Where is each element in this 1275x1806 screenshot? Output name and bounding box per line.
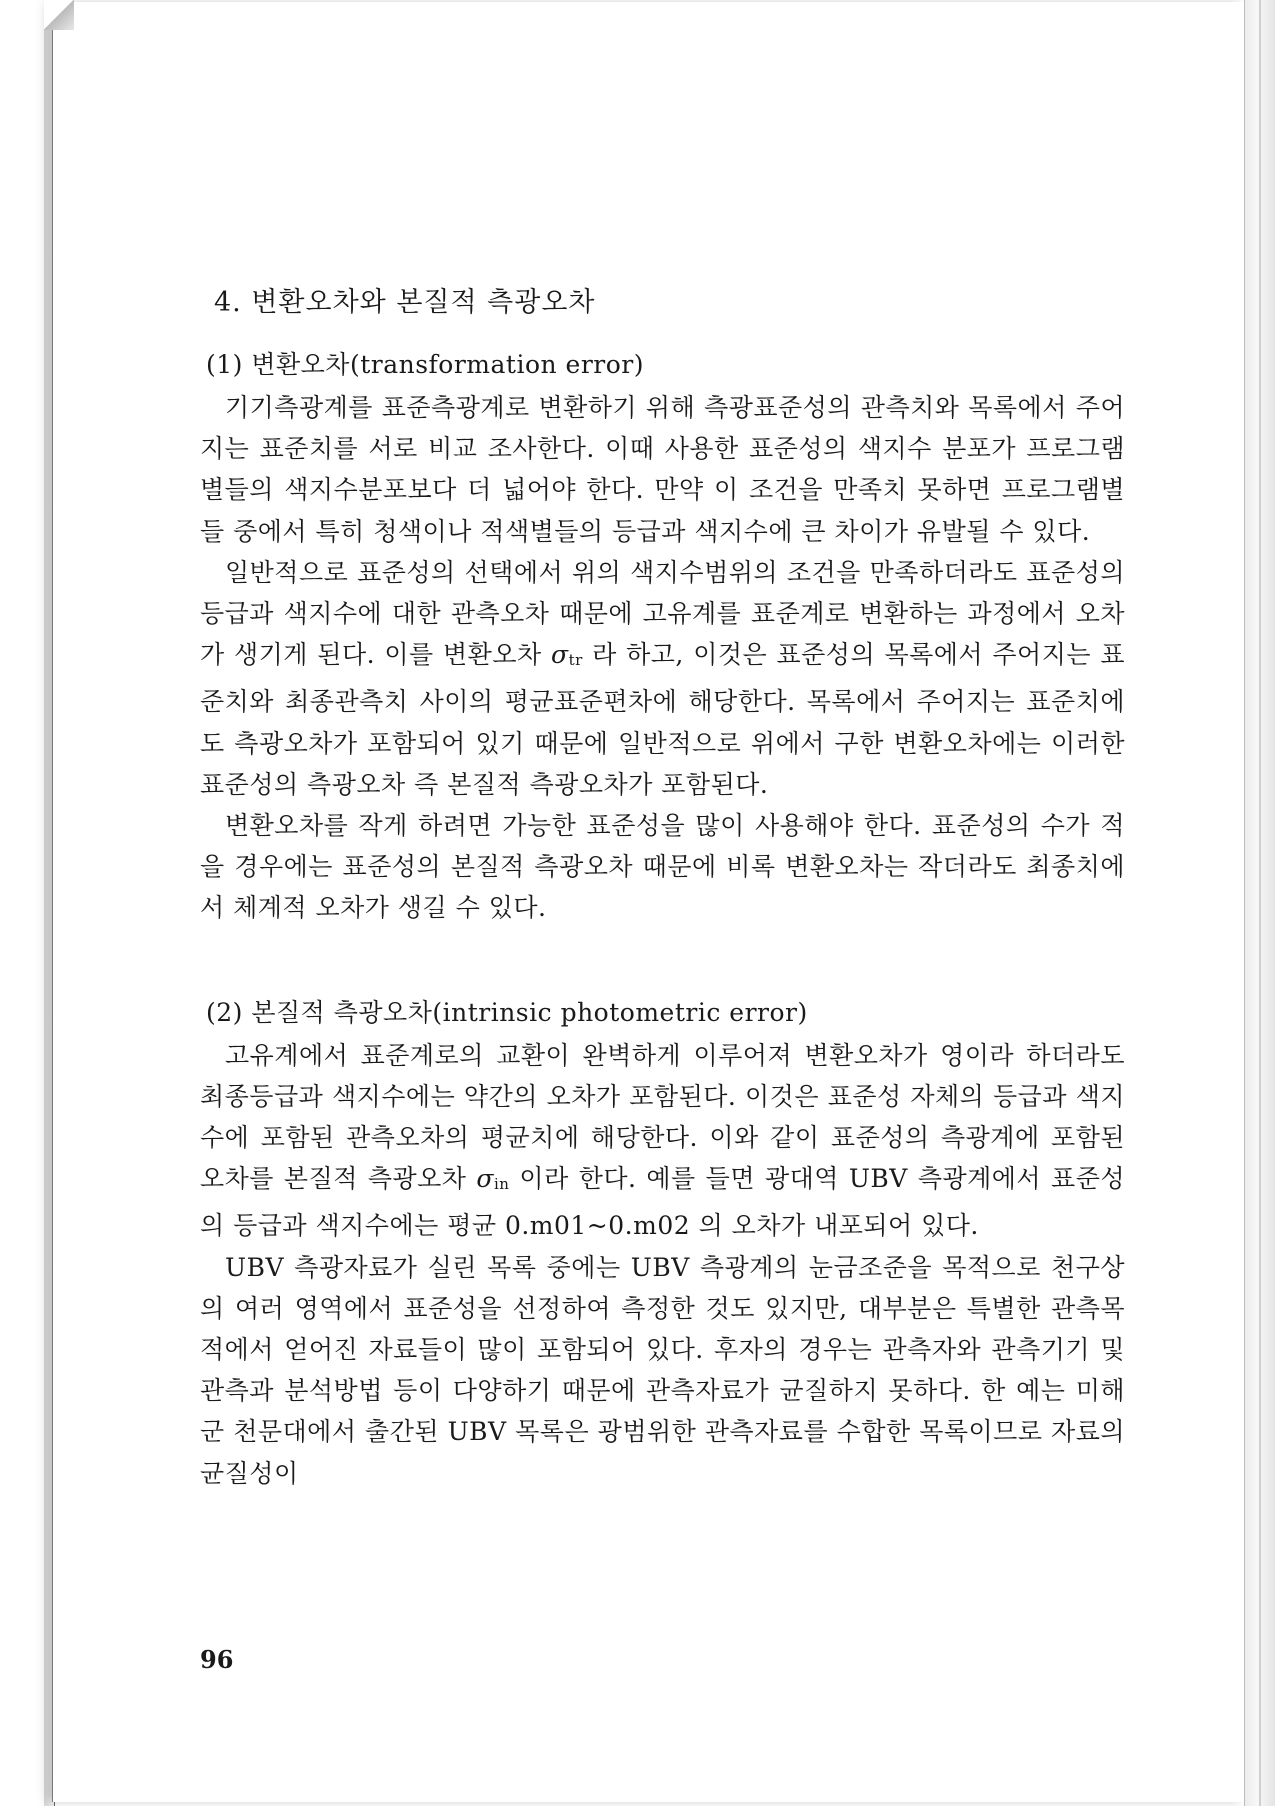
section-gap xyxy=(200,929,1125,979)
sigma-tr-symbol: σtr xyxy=(550,640,583,670)
page-content xyxy=(200,280,1125,1494)
text-segment: 이라 한다. 예를 들면 광대역 UBV 측광계에서 표준성의 등급과 색지수에는 평균 0.m01~0.m02 의 오차가 내포되어 있다. xyxy=(200,1164,1125,1241)
text-segment: 라 하고, 이것은 표준성의 목록에서 주어지는 표준치와 최종관측치 사이의 평균표준편차에 해당한다. 목록에서 주어지는 표준치에도 측광오차가 포함되어 있기 때문에 일반적으로 위에서 구한 변환오차에는 이러한 표준성의 측광오차 즉 본질적 측광오차가 포함된다. xyxy=(200,640,1125,799)
intrinsic-error-heading: (2) 본질적 측광오차(intrinsic photometric error) xyxy=(206,997,808,1027)
page-gutter xyxy=(1244,0,1275,1806)
text-segment: 고유계에서 표준계로의 교환이 완벽하게 이루어져 변환오차가 영이라 하더라도 최종등급과 색지수에는 약간의 오차가 포함된다. 이것은 표준성 자체의 등급과 색지수에 포함된 관측오차의 평균치에 해당한다. 이와 같이 표준성의 측광계에 포함된 오차를 본질적 측광오차 xyxy=(200,1040,1125,1194)
transformation-error-heading: (1) 변환오차(transformation error) xyxy=(206,350,645,379)
page-number: 96 xyxy=(200,1645,234,1674)
section-title: 4. 변환오차와 본질적 측광오차 xyxy=(214,287,596,318)
transformation-paragraph-2 xyxy=(200,552,1125,805)
text-segment: 일반적으로 표준성의 선택에서 위의 색지수범위의 조건을 만족하더라도 표준성의 등급과 색지수에 대한 관측오차 때문에 고유계를 표준계로 변환하는 과정에서 오차가 생기게 된다. 이를 변환오차 xyxy=(200,557,1125,670)
transformation-paragraph-1: 기기측광계를 표준측광계로 변환하기 위해 측광표준성의 관측치와 목록에서 주어지는 표준치를 서로 비교 조사한다. 이때 사용한 표준성의 색지수 분포가 프로그램별들의 색지수분포보다 더 넓어야 한다. 만약 이 조건을 만족치 못하면 프로그램별들 중에서 특히 청색이나 적색별들의 등급과 색지수에 큰 차이가 유발될 수 있다. xyxy=(200,393,1125,546)
intrinsic-paragraph-1 xyxy=(200,1035,1125,1247)
transformation-paragraph-3: 변환오차를 작게 하려면 가능한 표준성을 많이 사용해야 한다. 표준성의 수가 적을 경우에는 표준성의 본질적 측광오차 때문에 비록 변환오차는 작더라도 최종치에서 체계적 오차가 생길 수 있다. xyxy=(200,811,1125,923)
intrinsic-paragraph-2: UBV 측광자료가 실린 목록 중에는 UBV 측광계의 눈금조준을 목적으로 천구상의 여러 영역에서 표준성을 선정하여 측정한 것도 있지만, 대부분은 특별한 관측목적에서 얻어진 자료들이 많이 포함되어 있다. 후자의 경우는 관측자와 관측기기 및 관측과 분석방법 등이 다양하기 때문에 관측자료가 균질하지 못하다. 한 예는 미해군 천문대에서 출간된 UBV 목록은 광범위한 관측자료를 수합한 목록이므로 자료의 균질성이 xyxy=(200,1252,1125,1488)
page-corner-fold xyxy=(44,0,74,30)
sigma-in-symbol: σin xyxy=(476,1164,510,1194)
